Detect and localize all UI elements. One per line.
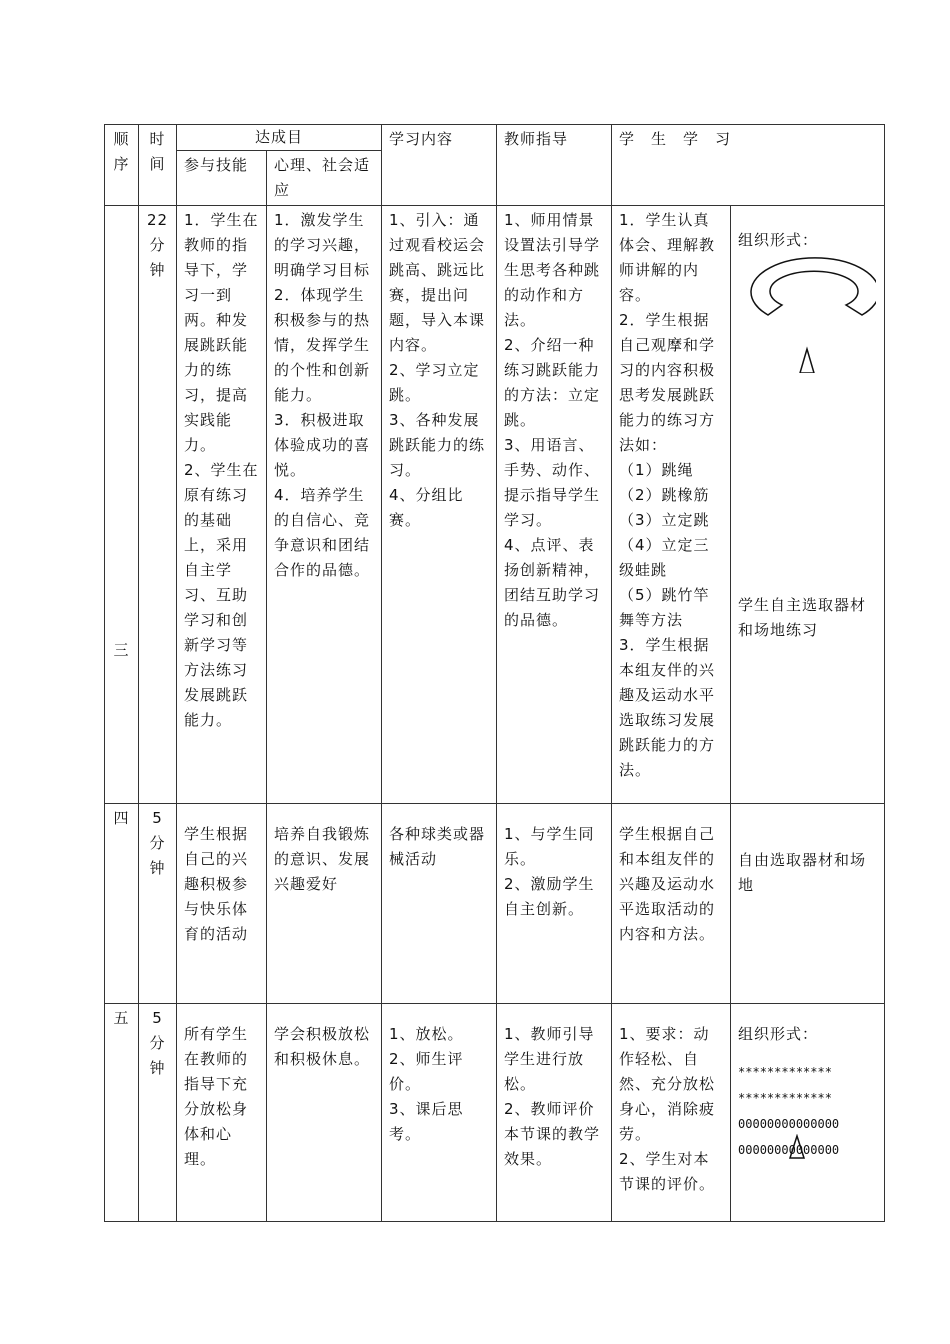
row-skill: 所有学生在教师的指导下充分放松身体和心理。 bbox=[177, 1004, 267, 1222]
row-content: 1、放松。 2、师生评价。 3、课后思考。 bbox=[382, 1004, 497, 1222]
row-skill: 1．学生在教师的指导下，学习一到两。种发展跳跃能力的练习，提高实践能力。 2、学生在原有练习的基础上，采用自主学习、互助学习和创新学习等方法练习发展跳跃能力。 bbox=[177, 206, 267, 804]
row-psych: 培养自我锻炼的意识、发展兴趣爱好 bbox=[267, 804, 382, 1004]
row-teacher: 1、与学生同乐。 2、激励学生自主创新。 bbox=[497, 804, 612, 1004]
row-teacher: 1、教师引导学生进行放松。 2、教师评价本节课的教学效果。 bbox=[497, 1004, 612, 1222]
row-time: 5 分 钟 bbox=[139, 804, 177, 1004]
row-skill: 学生根据自己的兴趣积极参与快乐体育的活动 bbox=[177, 804, 267, 1004]
formation-line: 00000000000000 bbox=[738, 1143, 840, 1157]
header-goal-skill: 参与技能 bbox=[177, 151, 267, 206]
org-note: 学生自主选取器材和场地练习 bbox=[738, 596, 867, 639]
formation-line: ************* bbox=[738, 1091, 832, 1105]
table-row bbox=[105, 206, 885, 804]
formation-line: 00000000000000 bbox=[738, 1117, 840, 1131]
table-row bbox=[105, 1004, 885, 1222]
circle-formation-diagram bbox=[738, 253, 876, 373]
row-student: 1、要求：动作轻松、自然、充分放松身心，消除疲劳。 2、学生对本节课的评价。 bbox=[612, 1004, 731, 1222]
row-time: 5 分 钟 bbox=[139, 1004, 177, 1222]
lesson-plan-table bbox=[104, 124, 885, 1222]
row-content: 各种球类或器械活动 bbox=[382, 804, 497, 1004]
row-organization bbox=[731, 206, 885, 804]
row-organization: 自由选取器材和场地 bbox=[731, 804, 885, 1004]
row-order: 五 bbox=[105, 1004, 139, 1222]
org-title: 组织形式： bbox=[738, 231, 819, 249]
row-student: 学生根据自己和本组友伴的兴趣及运动水平选取活动的内容和方法。 bbox=[612, 804, 731, 1004]
formation-line: ************* bbox=[738, 1065, 832, 1079]
header-content: 学习内容 bbox=[382, 125, 497, 206]
row-psych: 1．激发学生的学习兴趣，明确学习目标 2．体现学生积极参与的热情，发挥学生的个性和创新能力。 3．积极进取体验成功的喜悦。 4．培养学生的自信心、竞争意识和团结合作的品德。 bbox=[267, 206, 382, 804]
org-title: 组织形式： bbox=[738, 1025, 819, 1043]
teacher-triangle-icon bbox=[787, 1134, 807, 1160]
header-time: 时 间 bbox=[139, 125, 177, 206]
row-student: 1．学生认真体会、理解教师讲解的内容。 2．学生根据自己观摩和学习的内容积极思考发展跳跃能力的练习方法如： （1）跳绳 （2）跳橡筋 （3）立定跳 （4）立定三级蛙跳 （5）跳竹竿舞等方法 3．学生根据本组友伴的兴趣及运动水平选取练习发展跳跃能力的方法。 bbox=[612, 206, 731, 804]
header-teacher: 教师指导 bbox=[497, 125, 612, 206]
row-organization bbox=[731, 1004, 885, 1222]
header-order: 顺 序 bbox=[105, 125, 139, 206]
table-row bbox=[105, 804, 885, 1004]
row-time: 22 分 钟 bbox=[139, 206, 177, 804]
row-teacher: 1、师用情景设置法引导学生思考各种跳的动作和方法。 2、介绍一种练习跳跃能力的方法：立定跳。 3、用语言、手势、动作、提示指导学生学习。 4、点评、表扬创新精神，团结互助学习的品德。 bbox=[497, 206, 612, 804]
header-goal-psych: 心理、社会适应 bbox=[267, 151, 382, 206]
row-content: 1、引入：通过观看校运会跳高、跳远比赛，提出问题，导入本课内容。 2、学习立定跳。 3、各种发展跳跃能力的练习。 4、分组比赛。 bbox=[382, 206, 497, 804]
row-psych: 学会积极放松和积极休息。 bbox=[267, 1004, 382, 1222]
teacher-triangle-icon bbox=[800, 349, 814, 373]
formation-lines bbox=[738, 1059, 877, 1163]
row-order: 四 bbox=[105, 804, 139, 1004]
header-goals: 达成目 bbox=[177, 125, 382, 151]
header-student: 学 生 学 习 bbox=[612, 125, 885, 206]
row-order: 三 bbox=[105, 206, 139, 804]
arc-formation-shape bbox=[751, 258, 876, 315]
